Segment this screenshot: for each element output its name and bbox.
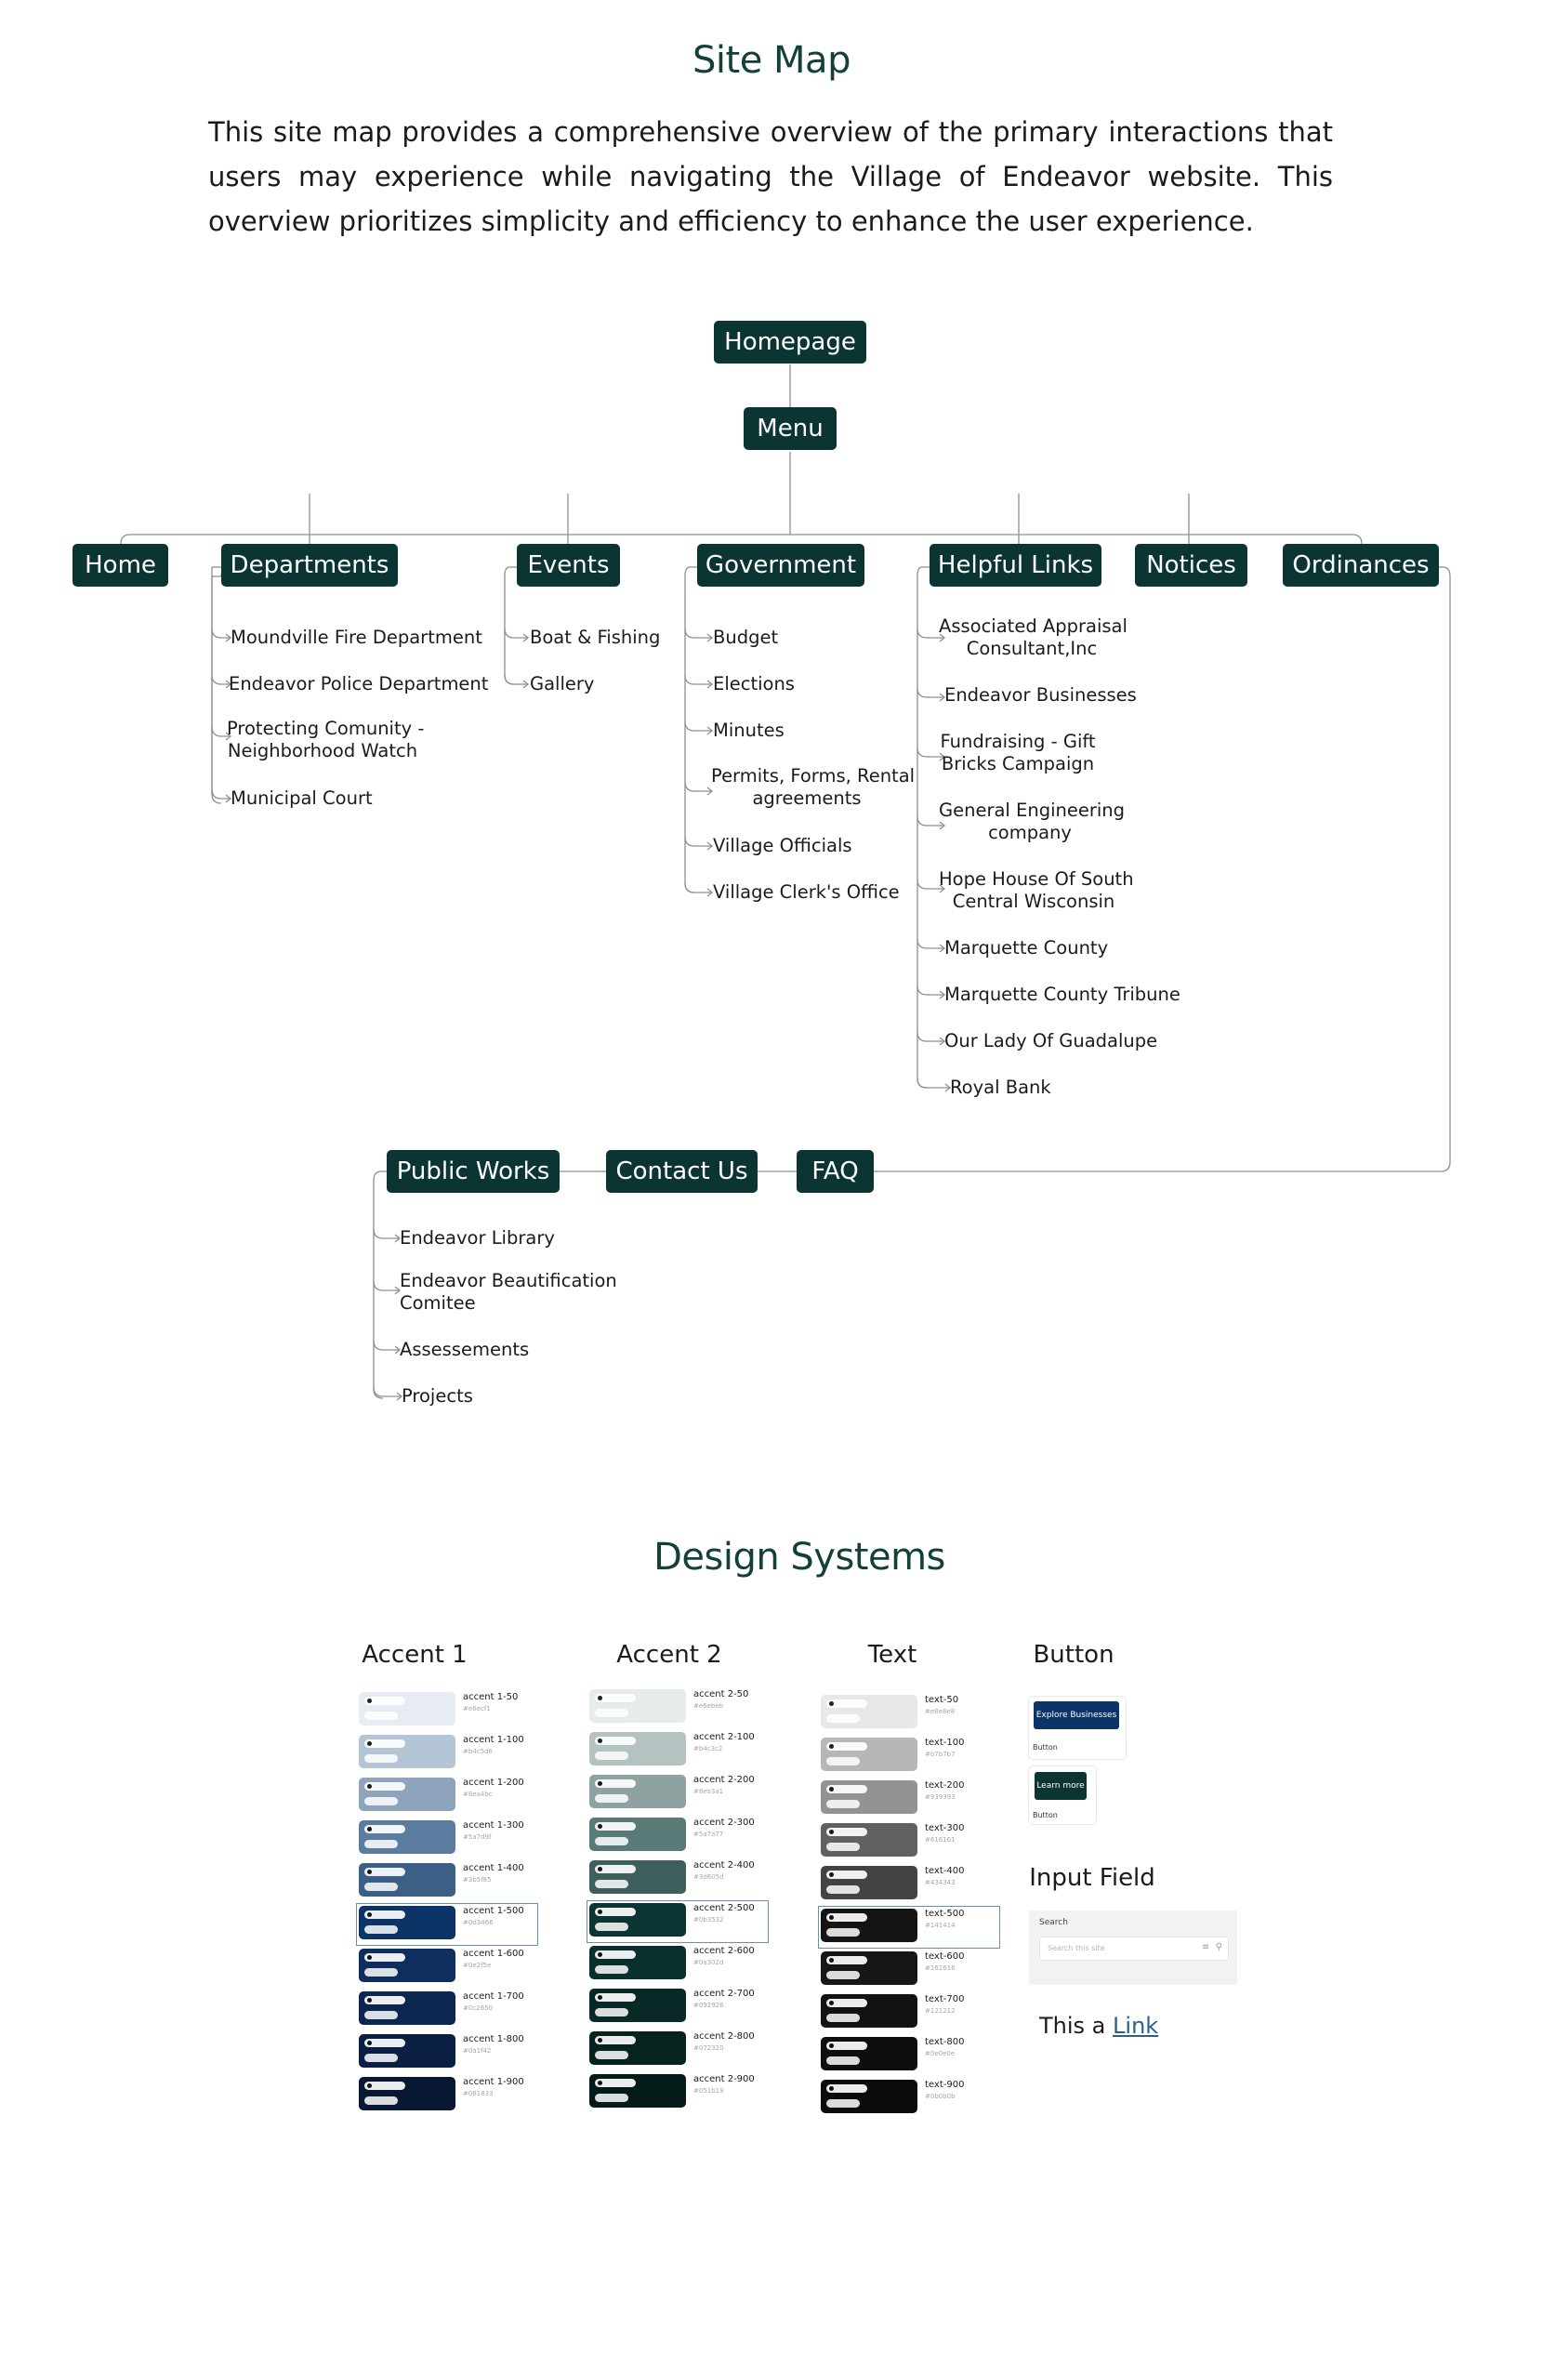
color-swatch <box>359 1820 455 1854</box>
contrast-pill <box>364 1840 398 1848</box>
contrast-pill <box>595 2094 628 2102</box>
search-input[interactable] <box>1039 1937 1229 1961</box>
swatch-hex: #b7b7b7 <box>925 1751 956 1758</box>
contrast-pill <box>826 2056 860 2065</box>
contrast-pill <box>595 1865 636 1873</box>
swatch-hex: #939393 <box>925 1793 956 1801</box>
swatch-name: accent 2-900 <box>693 2074 755 2084</box>
swatch-name: text-200 <box>925 1780 965 1791</box>
accent2-title: Accent 2 <box>616 1641 722 1669</box>
contrast-pill <box>826 1785 867 1793</box>
contrast-pill <box>364 1868 405 1876</box>
design-systems-title: Design Systems <box>653 1536 945 1579</box>
contrast-pill <box>364 1739 405 1748</box>
swatch-hex: #e8e8e8 <box>925 1708 956 1715</box>
contrast-pill <box>826 1757 860 1765</box>
swatch-row <box>821 2037 997 2074</box>
swatch-row <box>589 1732 766 1769</box>
swatch-name: accent 2-100 <box>693 1732 755 1742</box>
swatch-row <box>589 1818 766 1855</box>
contrast-pill <box>595 1965 628 1974</box>
contrast-pill <box>826 2084 867 2093</box>
contrast-pill <box>826 1871 867 1879</box>
swatch-name: text-700 <box>925 1994 965 2004</box>
leaf-departments-0: Moundville Fire Department <box>231 627 482 648</box>
contrast-pill <box>364 1911 405 1919</box>
leaf-government-3: Permits, Forms, Rental agreements <box>711 765 916 809</box>
leaf-departments-1: Endeavor Police Department <box>229 673 489 694</box>
swatch-name: accent 1-50 <box>463 1692 519 1702</box>
swatch-hex: #0a1f42 <box>463 2047 492 2055</box>
color-swatch <box>589 2074 686 2108</box>
color-swatch <box>359 1906 455 1939</box>
color-swatch <box>821 1909 917 1942</box>
color-swatch <box>589 1860 686 1894</box>
swatch-row <box>821 1695 997 1732</box>
contrast-pill <box>364 2082 405 2090</box>
contrast-pill <box>595 2008 628 2016</box>
swatch-row <box>589 1775 766 1812</box>
swatch-hex: #5a7d9f <box>463 1833 492 1841</box>
leaf-public-works-3: Projects <box>402 1385 473 1407</box>
swatch-name: accent 1-100 <box>463 1735 524 1745</box>
swatch-hex: #161616 <box>925 1964 956 1972</box>
color-swatch <box>589 2031 686 2065</box>
leaf-public-works-2: Assessements <box>400 1339 530 1360</box>
contrast-pill <box>826 1999 867 2007</box>
leaf-helpful-8: Royal Bank <box>950 1077 1051 1098</box>
link-demo-prefix: This a <box>1039 2013 1106 2039</box>
swatch-name: accent 1-700 <box>463 1991 524 2002</box>
swatch-row <box>589 1989 766 2026</box>
color-swatch <box>821 1738 917 1771</box>
color-swatch <box>359 2077 455 2110</box>
color-swatch <box>589 1775 686 1808</box>
swatch-row <box>359 2077 535 2114</box>
button-caption: Button <box>1033 1743 1058 1752</box>
color-swatch <box>359 1692 455 1726</box>
button-caption: Button <box>1033 1811 1058 1819</box>
contrast-pill <box>364 2054 398 2062</box>
secondary-button-card <box>1029 1766 1096 1824</box>
color-swatch <box>589 1946 686 1979</box>
swatch-name: text-50 <box>925 1695 959 1705</box>
color-swatch <box>359 1735 455 1768</box>
contrast-pill <box>826 1913 867 1922</box>
swatch-hex: #5a7a77 <box>693 1831 724 1838</box>
leaf-government-2: Minutes <box>713 720 785 741</box>
swatch-row <box>589 2074 766 2111</box>
contrast-pill <box>595 1822 636 1831</box>
contrast-pill <box>826 1828 867 1836</box>
input-field-title: Input Field <box>1029 1864 1155 1892</box>
swatch-name: accent 1-500 <box>463 1906 524 1916</box>
leaf-government-0: Budget <box>713 627 779 648</box>
node-home: Home <box>73 544 168 587</box>
swatch-row <box>359 2034 535 2071</box>
leaf-helpful-3: General Engineering company <box>939 800 1126 843</box>
contrast-pill <box>595 1950 636 1959</box>
swatch-hex: #0b3532 <box>693 1916 724 1924</box>
swatch-row <box>589 1946 766 1983</box>
color-swatch <box>359 1991 455 2025</box>
contrast-pill <box>595 1752 628 1760</box>
color-swatch <box>589 1689 686 1723</box>
contrast-pill <box>364 2039 405 2047</box>
contrast-pill <box>364 1968 398 1977</box>
node-ordinances: Ordinances <box>1283 544 1439 587</box>
swatch-hex: #081833 <box>463 2090 494 2097</box>
contrast-pill <box>364 1925 398 1934</box>
swatch-row <box>589 1860 766 1897</box>
swatch-row <box>359 1778 535 1815</box>
leaf-helpful-4: Hope House Of South Central Wisconsin <box>939 868 1134 912</box>
explore-businesses-button[interactable]: Explore Businesses <box>1034 1701 1119 1729</box>
swatch-hex: #0e0e0e <box>925 2050 956 2057</box>
contrast-pill <box>826 1742 867 1751</box>
swatch-hex: #8ea4bc <box>463 1791 493 1798</box>
swatch-row <box>821 1866 997 1903</box>
node-contact-us: Contact Us <box>606 1150 758 1193</box>
swatch-hex: #3b5f85 <box>463 1876 492 1884</box>
swatch-hex: #0a302d <box>693 1959 724 1966</box>
primary-button-card <box>1029 1697 1126 1759</box>
node-helpful-links: Helpful Links <box>930 544 1101 587</box>
swatch-name: accent 2-200 <box>693 1775 755 1785</box>
swatch-row <box>359 1906 535 1943</box>
node-menu: Menu <box>744 407 837 450</box>
swatch-hex: #141414 <box>925 1922 956 1929</box>
swatch-name: accent 1-200 <box>463 1778 524 1788</box>
contrast-pill <box>595 1880 628 1888</box>
color-swatch <box>821 1695 917 1728</box>
contrast-pill <box>826 1971 860 1979</box>
node-events: Events <box>517 544 620 587</box>
color-swatch <box>821 1951 917 1985</box>
swatch-hex: #e6ebeb <box>693 1702 724 1710</box>
link-demo-link[interactable]: Link <box>1113 2013 1159 2039</box>
sitemap-intro: This site map provides a comprehensive overview of the primary interactions that users may experience while navigating the Village of Endeavor website. This overview prioritizes simplicity and efficiency to enhance the user experience. <box>208 116 1333 237</box>
color-swatch <box>589 1903 686 1937</box>
color-swatch <box>821 1994 917 2028</box>
contrast-pill <box>364 1797 398 1805</box>
contrast-pill <box>364 1953 405 1962</box>
node-government: Government <box>697 544 864 587</box>
swatch-hex: #051b19 <box>693 2087 724 2095</box>
color-swatch <box>589 1732 686 1765</box>
swatch-hex: #8ea3a1 <box>693 1788 724 1795</box>
contrast-pill <box>595 1737 636 1745</box>
swatch-hex: #0e2f5e <box>463 1962 492 1969</box>
contrast-pill <box>595 1794 628 1803</box>
swatch-row <box>359 1692 535 1729</box>
contrast-pill <box>595 1709 628 1717</box>
color-swatch <box>359 1863 455 1897</box>
swatch-name: accent 1-800 <box>463 2034 524 2044</box>
swatch-name: text-400 <box>925 1866 965 1876</box>
contrast-pill <box>364 1697 405 1705</box>
swatch-hex: #0c2650 <box>463 2004 493 2012</box>
contrast-pill <box>826 1714 860 1723</box>
accent1-title: Accent 1 <box>362 1641 468 1669</box>
contrast-pill <box>595 2036 636 2044</box>
contrast-pill <box>826 1843 860 1851</box>
contrast-pill <box>364 2011 398 2019</box>
leaf-helpful-5: Marquette County <box>944 937 1109 959</box>
swatch-row <box>589 1689 766 1726</box>
node-homepage: Homepage <box>714 321 866 364</box>
sitemap-title: Site Map <box>692 39 851 82</box>
leaf-public-works-1: Endeavor Beautification Comitee <box>400 1270 617 1314</box>
swatch-hex: #072320 <box>693 2044 724 2052</box>
swatch-name: accent 2-300 <box>693 1818 755 1828</box>
color-swatch <box>821 2080 917 2113</box>
link-demo <box>1039 2013 1158 2039</box>
leaf-events-1: Gallery <box>530 673 595 694</box>
swatch-name: accent 1-600 <box>463 1949 524 1959</box>
leaf-government-5: Village Clerk's Office <box>713 881 900 903</box>
filter-icon[interactable]: ≡ <box>1201 1942 1210 1952</box>
search-label: Search <box>1039 1918 1068 1927</box>
contrast-pill <box>595 1779 636 1788</box>
color-swatch <box>359 2034 455 2068</box>
swatch-hex: #616161 <box>925 1836 956 1844</box>
swatch-name: accent 2-500 <box>693 1903 755 1913</box>
swatch-hex: #434343 <box>925 1879 956 1886</box>
swatch-row <box>821 1951 997 1989</box>
contrast-pill <box>364 1754 398 1763</box>
swatch-row <box>359 1949 535 1986</box>
search-icon[interactable]: ⚲ <box>1215 1942 1222 1952</box>
swatch-hex: #e6ecf1 <box>463 1705 491 1712</box>
contrast-pill <box>595 1993 636 2002</box>
leaf-departments-3: Municipal Court <box>231 787 373 809</box>
contrast-pill <box>826 1956 867 1964</box>
swatch-name: accent 2-600 <box>693 1946 755 1956</box>
text-colors-title: Text <box>867 1641 917 1669</box>
leaf-public-works-0: Endeavor Library <box>400 1227 555 1249</box>
swatch-name: text-300 <box>925 1823 965 1833</box>
color-swatch <box>821 2037 917 2070</box>
swatch-row <box>359 1820 535 1858</box>
swatch-row <box>359 1735 535 1772</box>
contrast-pill <box>826 1699 867 1708</box>
contrast-pill <box>364 2096 398 2105</box>
contrast-pill <box>595 1923 628 1931</box>
leaf-government-1: Elections <box>713 673 795 694</box>
contrast-pill <box>595 1837 628 1845</box>
swatch-name: accent 2-800 <box>693 2031 755 2042</box>
contrast-pill <box>595 2051 628 2059</box>
leaf-government-4: Village Officials <box>713 835 852 856</box>
contrast-pill <box>826 1885 860 1894</box>
contrast-pill <box>364 1782 405 1791</box>
swatch-name: accent 2-700 <box>693 1989 755 1999</box>
swatch-name: text-500 <box>925 1909 965 1919</box>
swatch-hex: #3d605d <box>693 1873 724 1881</box>
swatch-row <box>821 1738 997 1775</box>
leaf-helpful-0: Associated Appraisal Consultant,Inc <box>939 615 1128 659</box>
leaf-helpful-6: Marquette County Tribune <box>944 984 1180 1005</box>
swatch-row <box>589 1903 766 1940</box>
contrast-pill <box>826 1800 860 1808</box>
leaf-departments-2: Protecting Comunity - Neighborhood Watch <box>227 718 425 761</box>
contrast-pill <box>364 1996 405 2004</box>
node-public-works: Public Works <box>387 1150 560 1193</box>
contrast-pill <box>826 2014 860 2022</box>
swatch-name: text-900 <box>925 2080 965 2090</box>
swatch-name: accent 2-400 <box>693 1860 755 1871</box>
contrast-pill <box>826 2099 860 2108</box>
swatch-row <box>821 1780 997 1818</box>
swatch-name: text-600 <box>925 1951 965 1962</box>
swatch-hex: #121212 <box>925 2007 956 2015</box>
swatch-hex: #b4c3c2 <box>693 1745 723 1752</box>
contrast-pill <box>364 1712 398 1720</box>
swatch-hex: #092926 <box>693 2002 724 2009</box>
swatch-row <box>821 1823 997 1860</box>
color-swatch <box>821 1866 917 1899</box>
swatch-name: text-100 <box>925 1738 965 1748</box>
swatch-name: accent 1-400 <box>463 1863 524 1873</box>
contrast-pill <box>826 1928 860 1937</box>
input-field-demo <box>1029 1911 1237 1985</box>
swatch-hex: #0b0b0b <box>925 2093 956 2100</box>
swatch-row <box>359 1991 535 2029</box>
contrast-pill <box>364 1825 405 1833</box>
swatch-name: text-800 <box>925 2037 965 2047</box>
contrast-pill <box>595 1908 636 1916</box>
color-swatch <box>821 1823 917 1857</box>
color-swatch <box>589 1989 686 2022</box>
leaf-events-0: Boat & Fishing <box>530 627 661 648</box>
color-swatch <box>359 1778 455 1811</box>
swatch-hex: #b4c5d6 <box>463 1748 493 1755</box>
color-swatch <box>359 1949 455 1982</box>
swatch-row <box>821 1909 997 1946</box>
contrast-pill <box>595 2079 636 2087</box>
contrast-pill <box>364 1883 398 1891</box>
node-departments: Departments <box>221 544 398 587</box>
swatch-row <box>821 1994 997 2031</box>
swatch-row <box>821 2080 997 2117</box>
swatch-name: accent 1-900 <box>463 2077 524 2087</box>
swatch-row <box>589 2031 766 2069</box>
leaf-helpful-2: Fundraising - Gift Bricks Campaign <box>940 731 1096 774</box>
button-title: Button <box>1033 1641 1114 1669</box>
learn-more-button[interactable]: Learn more <box>1035 1772 1087 1800</box>
leaf-helpful-1: Endeavor Businesses <box>944 684 1137 706</box>
contrast-pill <box>595 1694 636 1702</box>
color-swatch <box>589 1818 686 1851</box>
swatch-hex: #0d3466 <box>463 1919 494 1926</box>
node-faq: FAQ <box>797 1150 874 1193</box>
swatch-name: accent 1-300 <box>463 1820 524 1831</box>
search-placeholder: Search this site <box>1048 1944 1105 1952</box>
node-notices: Notices <box>1135 544 1247 587</box>
color-swatch <box>821 1780 917 1814</box>
swatch-name: accent 2-50 <box>693 1689 749 1699</box>
swatch-row <box>359 1863 535 1900</box>
leaf-helpful-7: Our Lady Of Guadalupe <box>944 1030 1158 1051</box>
contrast-pill <box>826 2042 867 2050</box>
